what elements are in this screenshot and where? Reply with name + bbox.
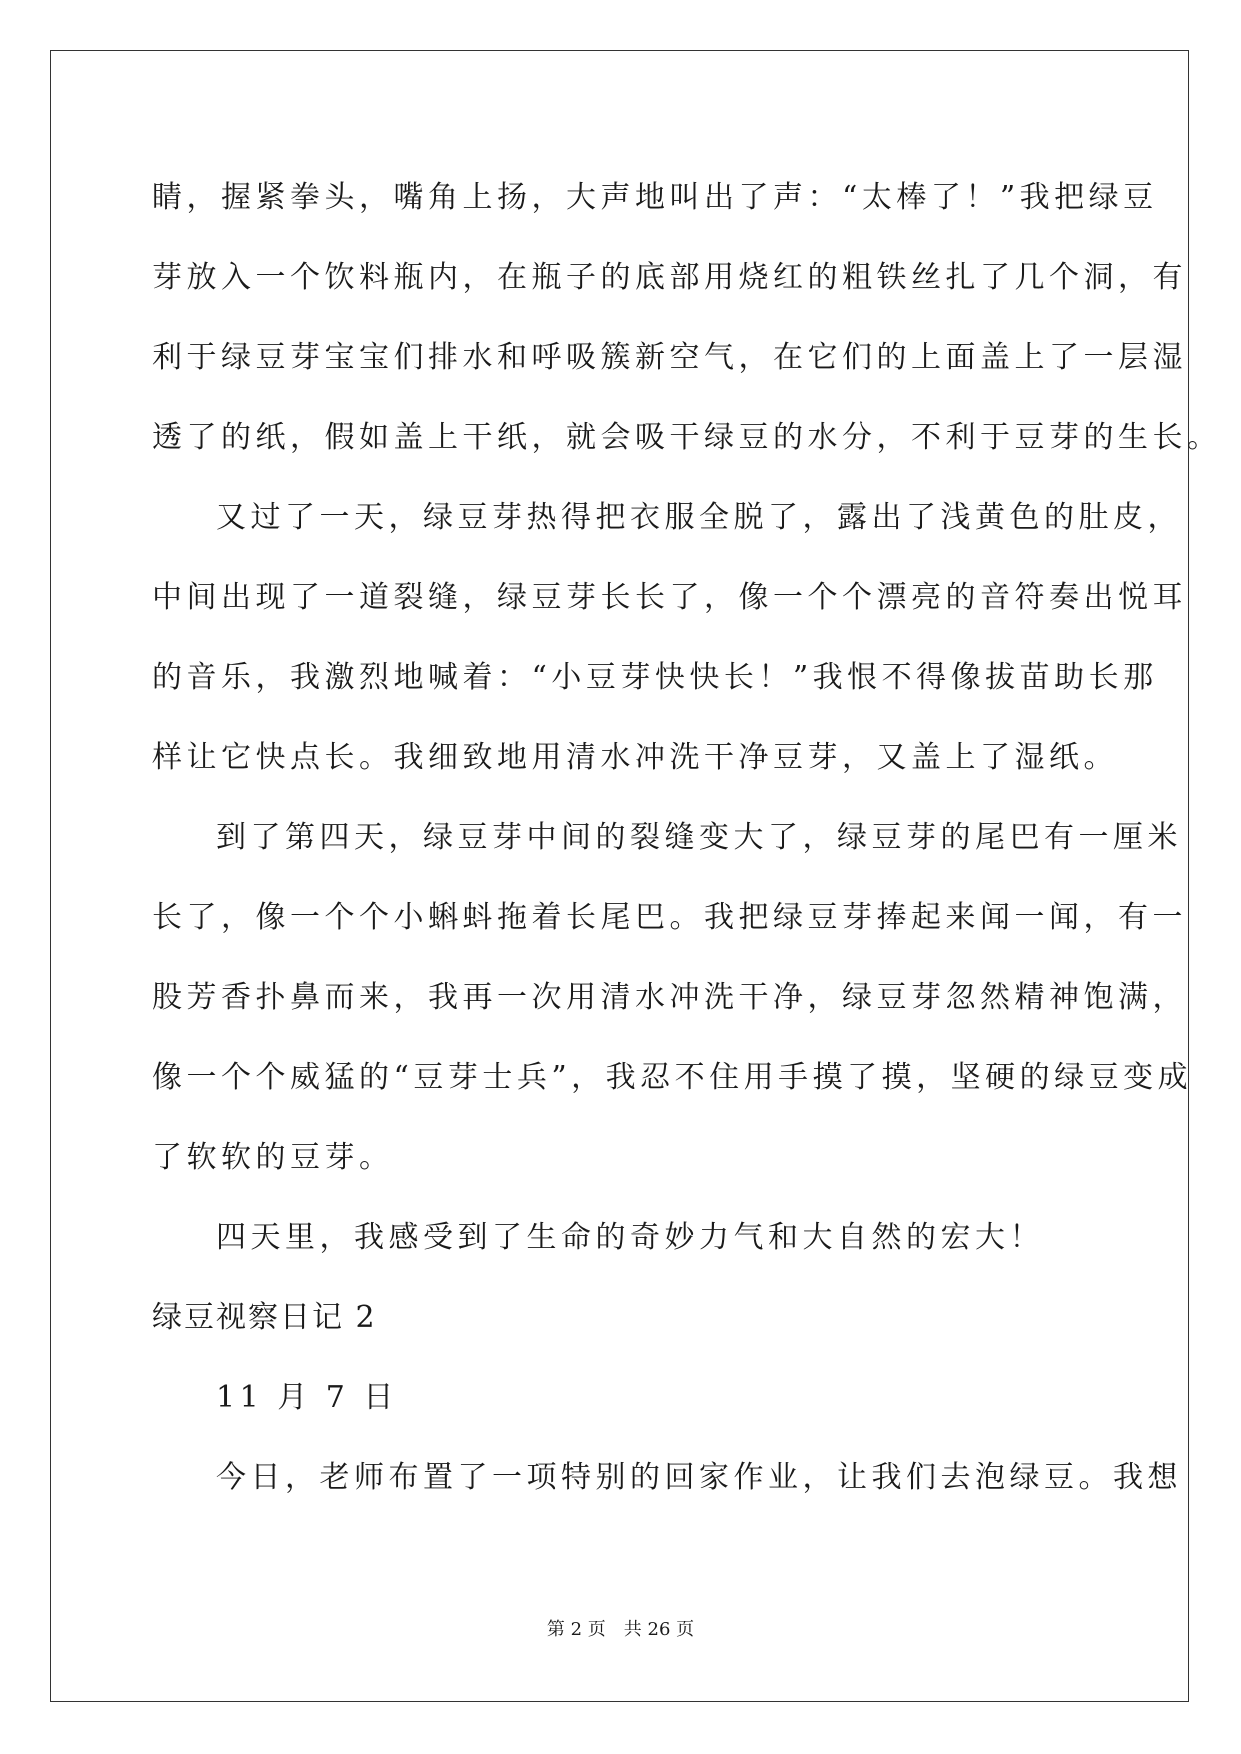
text-line: 利于绿豆芽宝宝们排水和呼吸簇新空气，在它们的上面盖上了一层湿 (152, 340, 1187, 375)
paragraph-start-line: 四天里，我感受到了生命的奇妙力气和大自然的宏大！ (216, 1220, 1044, 1255)
date-line: 11 月 7 日 (216, 1380, 398, 1415)
current-page-label: 第 2 页 (546, 1619, 606, 1640)
text-line: 了软软的豆芽。 (152, 1140, 394, 1175)
text-line: 的音乐，我激烈地喊着：“小豆芽快快长！”我恨不得像拔苗助长那 (152, 660, 1158, 695)
document-body (152, 158, 1222, 1518)
text-line: 芽放入一个饮料瓶内，在瓶子的底部用烧红的粗铁丝扎了几个洞，有 (152, 260, 1187, 295)
text-line: 透了的纸，假如盖上干纸，就会吸干绿豆的水分，不利于豆芽的生长。 (152, 420, 1222, 455)
section-heading: 绿豆视察日记 2 (152, 1300, 377, 1335)
paragraph-start-line: 又过了一天，绿豆芽热得把衣服全脱了，露出了浅黄色的肚皮， (216, 500, 1182, 535)
text-line: 睛，握紧拳头，嘴角上扬，大声地叫出了声：“太棒了！”我把绿豆 (152, 180, 1158, 215)
text-line: 样让它快点长。我细致地用清水冲洗干净豆芽，又盖上了湿纸。 (152, 740, 1118, 775)
text-line: 像一个个威猛的“豆芽士兵”，我忍不住用手摸了摸，坚硬的绿豆变成 (152, 1060, 1193, 1095)
text-line: 长了，像一个个小蝌蚪拖着长尾巴。我把绿豆芽捧起来闻一闻，有一 (152, 900, 1187, 935)
text-line: 股芳香扑鼻而来，我再一次用清水冲洗干净，绿豆芽忽然精神饱满， (152, 980, 1187, 1015)
paragraph-start-line: 到了第四天，绿豆芽中间的裂缝变大了，绿豆芽的尾巴有一厘米 (216, 820, 1182, 855)
paragraph-start-line: 今日，老师布置了一项特别的回家作业，让我们去泡绿豆。我想 (216, 1460, 1182, 1495)
text-line: 中间出现了一道裂缝，绿豆芽长长了，像一个个漂亮的音符奏出悦耳 (152, 580, 1187, 615)
total-pages-label: 共 26 页 (623, 1619, 695, 1640)
page-footer (0, 1618, 1241, 1642)
